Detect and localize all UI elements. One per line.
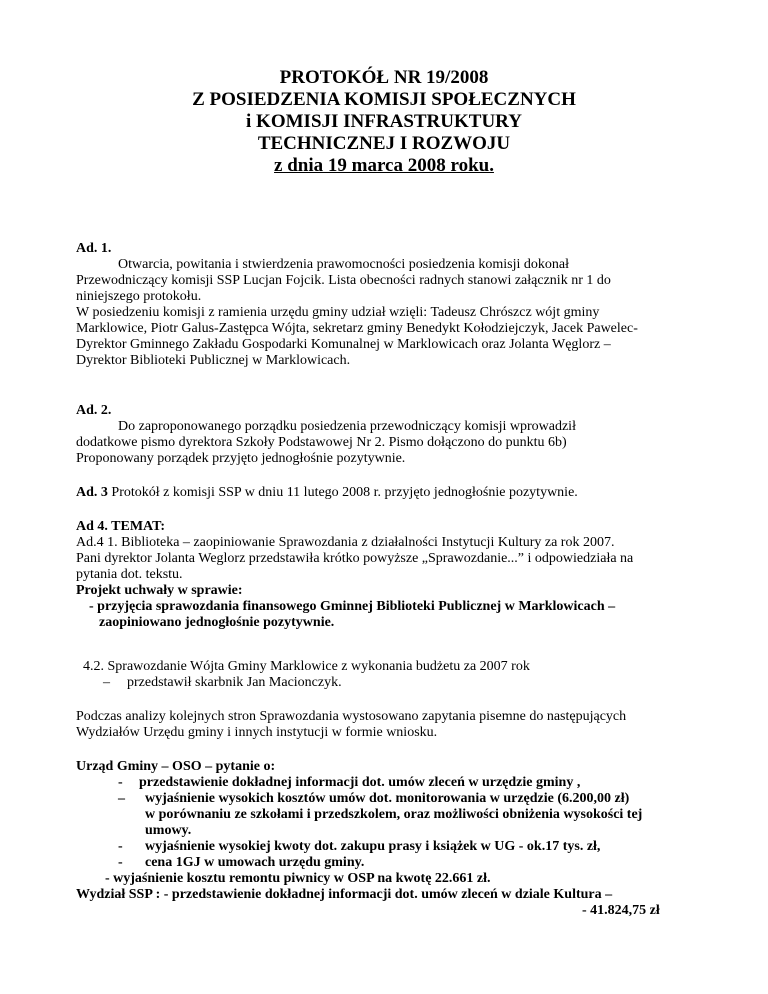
bullet-dash: -	[118, 839, 123, 854]
analysis-line: Wydziałów Urzędu gminy i innych instytucji w formie wniosku.	[76, 725, 438, 740]
ad1-line: Marklowice, Piotr Galus-Zastępca Wójta, sekretarz gminy Benedykt Kołodziejczyk, Jacek Pawelec-	[76, 321, 638, 336]
ad4-projekt-heading: Projekt uchwały w sprawie:	[76, 583, 243, 598]
ad4-heading: Ad 4. TEMAT:	[76, 519, 166, 534]
section-4-2-line: przedstawił skarbnik Jan Macionczyk.	[127, 675, 342, 690]
bullet-item: wyjaśnienie wysokich kosztów umów dot. monitorowania w urzędzie (6.200,00 zł)	[145, 791, 630, 806]
bullet-dash: -	[118, 855, 123, 870]
ad4-line: Ad.4 1. Biblioteka – zaopiniowanie Sprawozdania z działalności Instytucji Kultury za rok 2007.	[76, 535, 615, 550]
ad4-line: pytania dot. tekstu.	[76, 567, 183, 582]
bullet-item-cont: w porównaniu ze szkołami i przedszkolem, oraz możliwości obniżenia wysokości tej	[145, 807, 643, 822]
bullet-item: cena 1GJ w umowach urzędu gminy.	[145, 855, 365, 870]
ad3-heading: Ad. 3	[76, 485, 108, 500]
section-4-2-title: 4.2. Sprawozdanie Wójta Gminy Marklowice z wykonania budżetu za 2007 rok	[83, 659, 530, 674]
ad1-line: Otwarcia, powitania i stwierdzenia prawomocności posiedzenia komisji dokonał	[118, 257, 569, 272]
ad3-text: Protokół z komisji SSP w dniu 11 lutego 2008 r. przyjęto jednogłośnie pozytywnie.	[107, 485, 578, 500]
ad2-line: dodatkowe pismo dyrektora Szkoły Podstawowej Nr 2. Pismo dołączono do punktu 6b)	[76, 435, 567, 450]
title-line-3: i KOMISJI INFRASTRUKTURY	[246, 111, 522, 132]
ad4-projekt-item: zaopiniowano jednogłośnie pozytywnie.	[99, 615, 335, 630]
ad1-line: niniejszego protokołu.	[76, 289, 202, 304]
ad4-projekt-item: - przyjęcia sprawozdania finansowego Gminnej Biblioteki Publicznej w Marklowicach –	[89, 599, 616, 614]
title-line-1: PROTOKÓŁ NR 19/2008	[279, 67, 489, 88]
analysis-line: Podczas analizy kolejnych stron Sprawozdania wystosowano zapytania pisemne do następujących	[76, 709, 627, 724]
urzad-heading: Urząd Gminy – OSO – pytanie o:	[76, 759, 276, 774]
title-line-2: Z POSIEDZENIA KOMISJI SPOŁECZNYCH	[192, 89, 576, 110]
bullet-item-cont: umowy.	[145, 823, 192, 838]
bullet-item: - wyjaśnienie kosztu remontu piwnicy w OSP na kwotę 22.661 zł.	[105, 871, 491, 886]
title-date	[0, 155, 768, 176]
bullet-item: wyjaśnienie wysokiej kwoty dot. zakupu prasy i książek w UG - ok.17 tys. zł,	[145, 839, 601, 854]
ad3-paragraph	[76, 485, 578, 501]
ssp-line: Wydział SSP : - przedstawienie dokładnej informacji dot. umów zleceń w dziale Kultura –	[76, 887, 613, 902]
title-date-text: z dnia 19 marca 2008 roku.	[274, 155, 494, 176]
bullet-dash: –	[118, 791, 125, 806]
ssp-amount: - 41.824,75 zł	[582, 903, 660, 918]
ad1-line: Dyrektor Biblioteki Publicznej w Marklowicach.	[76, 353, 351, 368]
title-line-4: TECHNICZNEJ I ROZWOJU	[257, 133, 511, 154]
bullet-dash: -	[118, 775, 123, 790]
ad1-heading: Ad. 1.	[76, 241, 112, 256]
section-4-2-dash: –	[103, 675, 110, 690]
ad1-line: Dyrektor Gminnego Zakładu Gospodarki Komunalnej w Marklowicach oraz Jolanta Węglorz –	[76, 337, 611, 352]
ad2-line: Do zaproponowanego porządku posiedzenia przewodniczący komisji wprowadził	[118, 419, 576, 434]
ad2-heading: Ad. 2.	[76, 403, 112, 418]
bullet-item: przedstawienie dokładnej informacji dot. umów zleceń w urzędzie gminy ,	[139, 775, 581, 790]
ad1-line: W posiedzeniu komisji z ramienia urzędu gminy udział wzięli: Tadeusz Chrószcz wójt gminy	[76, 305, 600, 320]
ad1-line: Przewodniczący komisji SSP Lucjan Fojcik. Lista obecności radnych stanowi załącznik nr 1 do	[76, 273, 611, 288]
ad2-line: Proponowany porządek przyjęto jednogłośnie pozytywnie.	[76, 451, 406, 466]
ad4-line: Pani dyrektor Jolanta Weglorz przedstawiła krótko powyższe „Sprawozdanie...” i odpowiedziała na	[76, 551, 634, 566]
